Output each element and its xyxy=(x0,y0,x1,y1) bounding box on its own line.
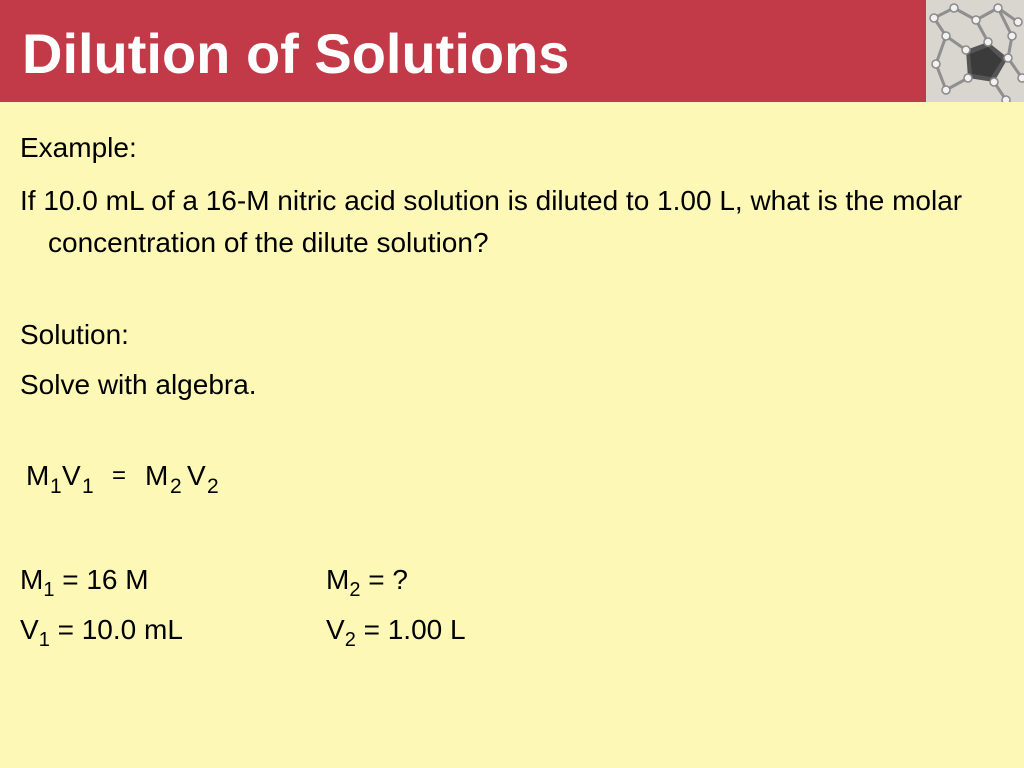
given-m2-subscript: 2 xyxy=(349,579,361,601)
given-m1-symbol: M xyxy=(20,564,44,595)
eq-v2-subscript: 2 xyxy=(207,475,219,498)
given-m1-subscript: 1 xyxy=(43,579,55,601)
given-v2-value: = 1.00 L xyxy=(355,614,466,645)
given-m1-value: = 16 M xyxy=(54,564,149,595)
given-v1 xyxy=(20,613,183,650)
eq-v1: V xyxy=(62,460,81,491)
eq-equals: = xyxy=(112,462,127,489)
slide-title: Dilution of Solutions xyxy=(22,22,570,85)
molecule-structure-image xyxy=(926,0,1024,102)
given-m1 xyxy=(20,563,149,600)
given-v1-symbol: V xyxy=(20,614,39,645)
given-m2 xyxy=(326,563,408,600)
method-text: Solve with algebra. xyxy=(20,369,257,400)
problem-text: If 10.0 mL of a 16-M nitric acid solution is diluted to 1.00 L, what is the molar concentration of the dilute solution? xyxy=(20,185,963,258)
molecule-structure-icon xyxy=(926,0,1024,102)
given-v1-value: = 10.0 mL xyxy=(49,614,183,645)
example-label: Example: xyxy=(20,132,137,163)
eq-v2: V xyxy=(187,460,206,491)
given-v2-subscript: 2 xyxy=(344,629,356,651)
given-v1-subscript: 1 xyxy=(38,629,50,651)
title-bar xyxy=(0,0,926,102)
given-v2 xyxy=(326,613,466,650)
solution-label: Solution: xyxy=(20,319,129,350)
given-m2-value: = ? xyxy=(360,564,408,595)
eq-m1-subscript: 1 xyxy=(50,475,62,498)
eq-m2: M xyxy=(145,460,169,491)
eq-m2-subscript: 2 xyxy=(170,475,182,498)
given-m2-symbol: M xyxy=(326,564,350,595)
eq-v1-subscript: 1 xyxy=(82,475,94,498)
eq-m1: M xyxy=(26,460,50,491)
given-v2-symbol: V xyxy=(326,614,345,645)
